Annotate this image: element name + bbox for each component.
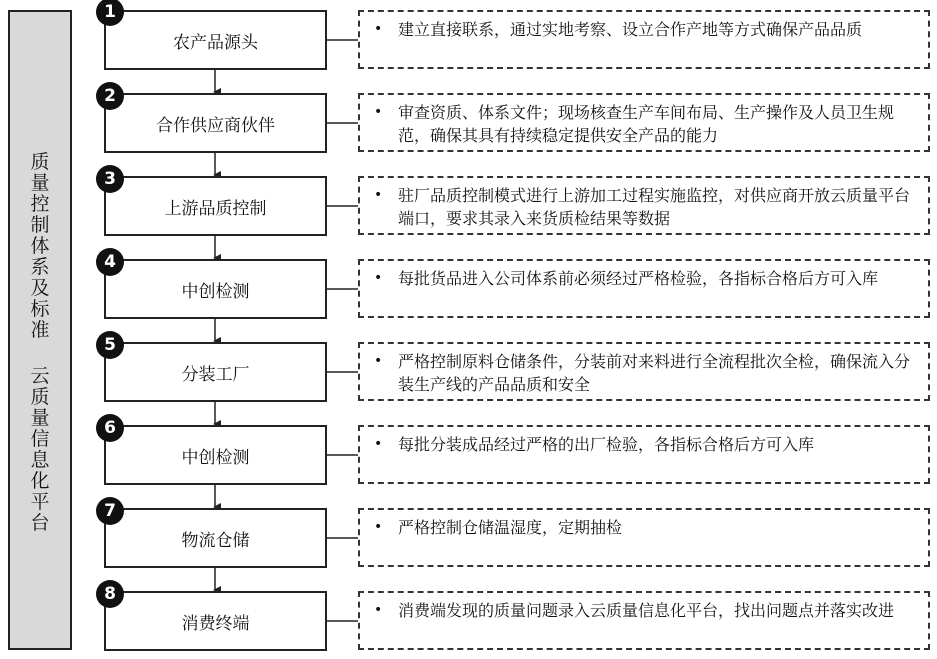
step-label: 物流仓储: [181, 530, 250, 551]
step-description: 消费端发现的质量问题录入云质量信息化平台，找出问题点并落实改进: [398, 601, 895, 620]
step-description-box: [358, 508, 930, 567]
step-description: 每批分装成品经过严格的出厂检验，各指标合格后方可入库: [398, 435, 815, 454]
step-box-6: [104, 425, 327, 485]
step-label: 分装工厂: [181, 364, 250, 385]
bullet-icon: •: [374, 104, 383, 120]
step-label: 中创检测: [181, 447, 250, 468]
step-label: 消费终端: [181, 613, 250, 634]
step-label: 合作供应商伙伴: [156, 115, 275, 136]
bullet-icon: •: [374, 353, 383, 369]
sidebar-label-cloud-platform: 云质量信息化平台: [30, 365, 50, 534]
step-description: 驻厂品质控制模式进行上游加工过程实施监控，对供应商开放云质量平台端口，要求其录入来货质检结果等数据: [398, 186, 911, 228]
step-number-badge: 2: [96, 82, 124, 110]
step-description: 严格控制仓储温湿度，定期抽检: [398, 518, 623, 537]
bullet-icon: •: [374, 519, 383, 535]
bullet-icon: •: [374, 21, 383, 37]
step-label: 上游品质控制: [164, 198, 267, 219]
step-number-badge: 3: [96, 165, 124, 193]
bullet-icon: •: [374, 602, 383, 618]
step-box-3: [104, 176, 327, 236]
step-box-5: [104, 342, 327, 402]
step-description: 审查资质、体系文件；现场核查生产车间布局、生产操作及人员卫生规范，确保其具有持续稳定提供安全产品的能力: [398, 103, 895, 145]
step-label: 农产品源头: [173, 32, 258, 53]
step-number-badge: 7: [96, 497, 124, 525]
step-box-4: [104, 259, 327, 319]
step-box-7: [104, 508, 327, 568]
step-description-box: [358, 591, 930, 650]
step-description-box: [358, 93, 930, 152]
step-description-box: [358, 342, 930, 401]
step-number-badge: 4: [96, 248, 124, 276]
step-description-box: [358, 425, 930, 484]
bullet-icon: •: [374, 187, 383, 203]
step-box-1: [104, 10, 327, 70]
step-description: 建立直接联系，通过实地考察、设立合作产地等方式确保产品品质: [398, 20, 863, 39]
sidebar-label-quality-system: 质量控制体系及标准: [30, 151, 50, 341]
step-description: 严格控制原料仓储条件，分装前对来料进行全流程批次全检，确保流入分装生产线的产品品质和安全: [398, 352, 911, 394]
step-description-box: [358, 10, 930, 69]
step-number-badge: 1: [96, 0, 124, 26]
step-number-badge: 5: [96, 331, 124, 359]
step-label: 中创检测: [181, 281, 250, 302]
step-description-box: [358, 176, 930, 235]
step-box-8: [104, 591, 327, 651]
step-number-badge: 8: [96, 580, 124, 608]
step-box-2: [104, 93, 327, 153]
step-description: 每批货品进入公司体系前必须经过严格检验，各指标合格后方可入库: [398, 269, 879, 288]
step-number-badge: 6: [96, 414, 124, 442]
step-description-box: [358, 259, 930, 318]
bullet-icon: •: [374, 270, 383, 286]
bullet-icon: •: [374, 436, 383, 452]
